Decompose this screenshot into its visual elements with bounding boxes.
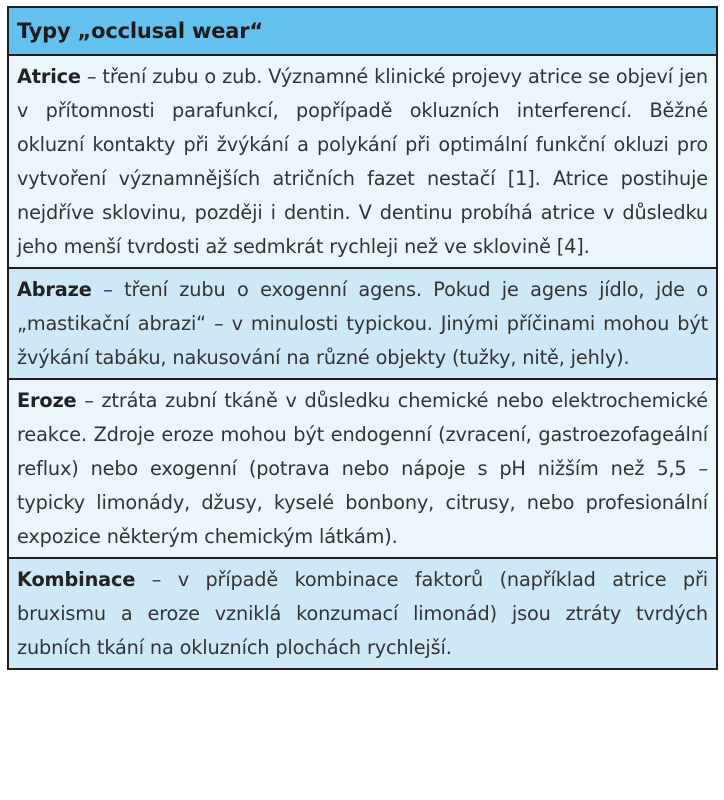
row-description: – tření zubu o exogenní agens. Pokud je agens jídlo, jde o „mastikační abrazi“ – v minulosti typickou. Jinými příčinami mohou být žvýkání tabáku, nakusování na různé objekty (tužky, nitě, jehly). (17, 278, 708, 369)
row-term: Abraze (17, 278, 92, 301)
row-term: Eroze (17, 389, 77, 412)
row-text (17, 563, 708, 665)
table-title: Typy „occlusal wear“ (17, 19, 263, 43)
row-description: – v případě kombinace faktorů (například atrice při bruxismu a eroze vzniklá konzumací limonád) jsou ztráty tvrdých zubních tkání na okluzních plochách rychlejší. (17, 568, 708, 659)
table-row-eroze (9, 380, 716, 559)
row-text (17, 273, 708, 375)
table-row-abraze (9, 269, 716, 380)
row-description: – tření zubu o zub. Významné klinické projevy atrice se objeví jen v přítomnosti parafunkcí, popřípadě okluzních interferencí. Běžné okluzní kontakty při žvýkání a polykání při optimální funkční okluzi pro vytvoření významnějších atričních fazet nestačí [1]. Atrice postihuje nejdříve sklovinu, později i dentin. V dentinu probíhá atrice v důsledku jeho menší tvrdosti až sedmkrát rychleji než ve sklovině [4]. (17, 65, 708, 258)
table-row-kombinace (9, 559, 716, 668)
table-row-atrice (9, 56, 716, 269)
row-text (17, 384, 708, 554)
row-description: – ztráta zubní tkáně v důsledku chemické nebo elektrochemické reakce. Zdroje eroze mohou být endogenní (zvracení, gastroezofageální reflux) nebo exogenní (potrava nebo nápoje s pH nižším než 5,5 – typicky limonády, džusy, kyselé bonbony, citrusy, nebo profesionální expozice některým chemickým látkám). (17, 389, 708, 548)
table-header (9, 8, 716, 56)
occlusal-wear-table (7, 6, 718, 670)
row-text (17, 60, 708, 264)
row-term: Kombinace (17, 568, 136, 591)
row-term: Atrice (17, 65, 81, 88)
